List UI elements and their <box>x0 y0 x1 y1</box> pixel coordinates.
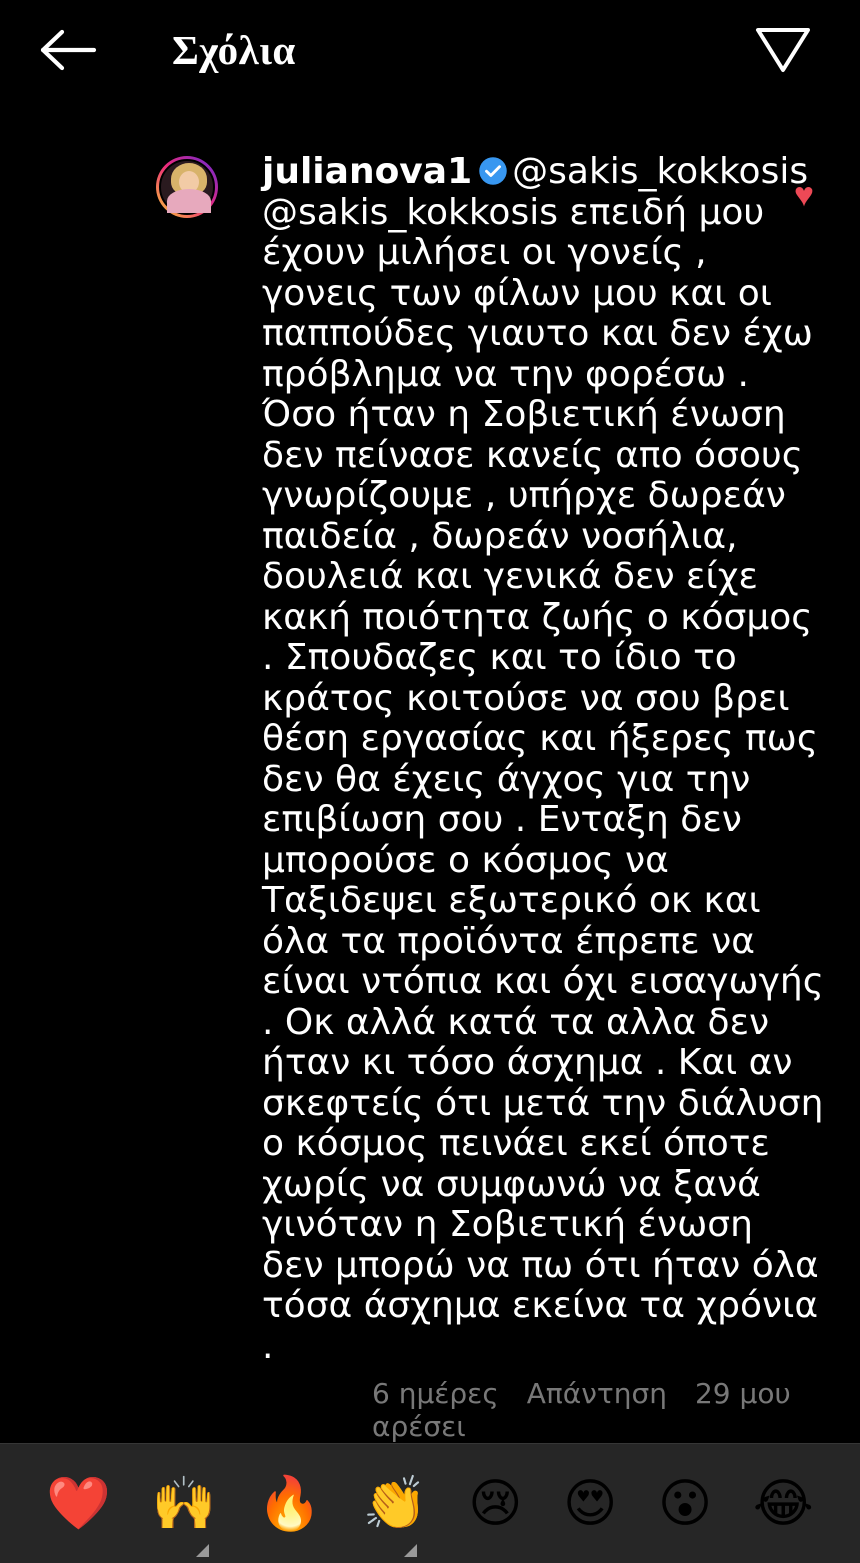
comment-text-block <box>262 151 836 1367</box>
comment-reply-link[interactable]: Απάντηση <box>526 1377 667 1410</box>
tears-of-joy-emoji[interactable]: 😂 <box>752 1473 814 1534</box>
avatar-ring[interactable] <box>156 156 218 218</box>
heart-eyes-emoji[interactable]: 😍 <box>563 1473 618 1534</box>
emoji-quick-bar <box>0 1443 860 1563</box>
comment-like-heart-icon[interactable]: ♥ <box>793 176 814 214</box>
comment-item[interactable] <box>0 152 860 1443</box>
raising-hands-emoji[interactable]: 🙌 <box>151 1473 217 1534</box>
arrow-left-icon <box>40 27 96 73</box>
back-button[interactable] <box>36 18 100 82</box>
clapping-hands-emoji[interactable]: 👏 <box>362 1473 428 1534</box>
avatar-body <box>167 189 211 213</box>
verified-badge-icon <box>478 156 508 186</box>
comments-list[interactable] <box>0 100 860 1443</box>
comment-meta <box>372 1377 824 1443</box>
comment-mention[interactable]: @sakis_kokkosis <box>512 151 809 192</box>
open-mouth-emoji[interactable]: 😮 <box>657 1473 713 1534</box>
crying-face-emoji[interactable]: 😢 <box>468 1473 523 1534</box>
emoji-corner-marker <box>404 1544 417 1557</box>
share-button[interactable] <box>754 21 812 79</box>
page-title: Σχόλια <box>172 27 296 73</box>
comment-username[interactable]: julianova1 <box>262 151 473 192</box>
comment-body <box>262 151 836 1443</box>
fire-emoji[interactable]: 🔥 <box>257 1473 322 1534</box>
comment-time: 6 ημέρες <box>372 1377 499 1410</box>
app-header <box>0 0 860 100</box>
comment-like-count[interactable]: 29 μου αρέσει <box>372 1377 791 1443</box>
emoji-corner-marker <box>196 1544 209 1557</box>
share-paperplane-icon <box>755 24 811 76</box>
red-heart-emoji[interactable]: ❤️ <box>46 1473 112 1534</box>
avatar <box>159 159 215 215</box>
comment-text: @sakis_kokkosis επειδή μου έχουν μιλήσει οι γονείς , γονεις των φίλων μου και οι παππούδες γιαυτο και δεν έχω πρόβλημα να την φορέσω . Όσο ήταν η Σοβιετική ένωση δεν πείνασε κανείς απο όσους γνωρίζουμε , υπήρχε δωρεάν παιδεία , δωρεάν νοσήλια, δουλειά και γενικά δεν είχε κακή ποιότητα ζωής ο κόσμος . Σπουδαζες και το ίδιο το κράτος κοιτούσε να σου βρει θέση εργασίας και ήξερες πως δεν θα έχεις άγχος για την επιβίωση σου . Ενταξη δεν μπορούσε ο κόσμος να Ταξιδεψει εξωτερικό οκ και όλα τα προϊόντα έπρεπε να είναι ντόπια και όχι εισαγωγής . Οκ αλλά κατά τα αλλα δεν ήταν κι τόσο άσχημα . Και αν σκεφτείς ότι μετά την διάλυση ο κόσμος πεινάει εκεί όποτε χωρίς να συμφωνώ να ξανά γινόταν η Σοβιετική ένωση δεν μπορώ να πω ότι ήταν όλα τόσα άσχημα εκείνα τα χρόνια . <box>262 191 836 1367</box>
